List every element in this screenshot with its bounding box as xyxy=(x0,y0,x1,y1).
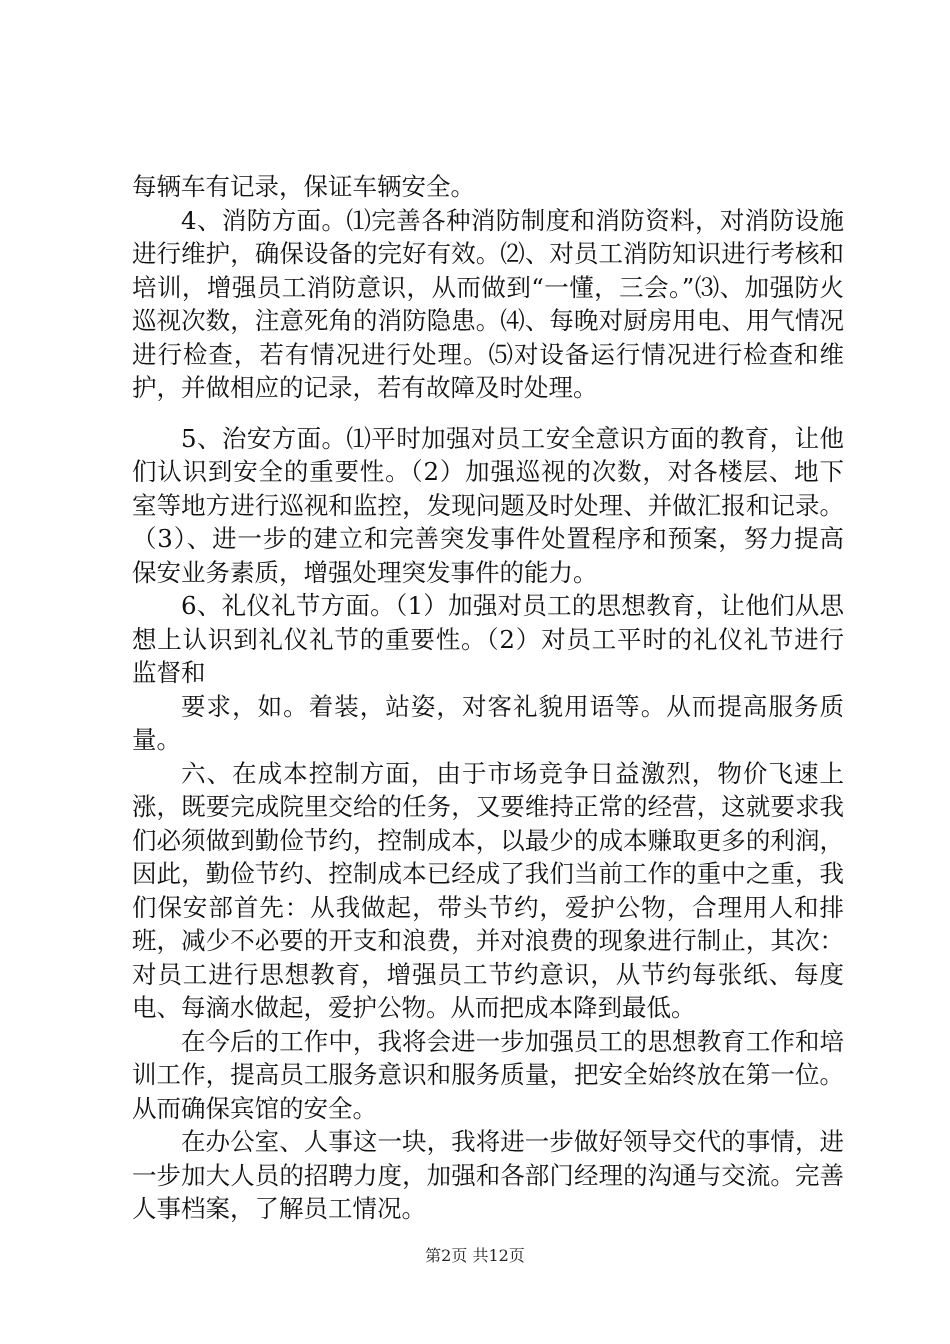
paragraph-public-security: 5、治安方面。⑴平时加强对员工安全意识方面的教育，让他们认识到安全的重要性。（2）加强巡视的次数，对各楼层、地下室等地方进行巡视和监控，发现问题及时处理、并做汇报和记录。（3）、进一步的建立和完善突发事件处置程序和预案，努力提高保安业务素质，增强处理突发事件的能力。 xyxy=(132,423,844,587)
paragraph-etiquette-continued: 要求，如。着装，站姿，对客礼貌用语等。从而提高服务质量。 xyxy=(132,691,844,754)
paragraph-office-hr: 在办公室、人事这一块，我将进一步做好领导交代的事情，进一步加大人员的招聘力度，加强和各部门经理的沟通与交流。完善人事档案，了解员工情况。 xyxy=(132,1127,844,1223)
paragraph-fire-safety: 4、消防方面。⑴完善各种消防制度和消防资料，对消防设施进行维护，确保设备的完好有效。⑵、对员工消防知识进行考核和培训，增强员工消防意识，从而做到“一懂，三会。”⑶、加强防火巡视次数，注意死角的消防隐患。⑷、每晚对厨房用电、用气情况进行检查，若有情况进行处理。⑸对设备运行情况进行检查和维护，并做相应的记录，若有故障及时处理。 xyxy=(132,205,844,402)
paragraph-vehicle-safety: 每辆车有记录，保证车辆安全。 xyxy=(132,172,475,201)
paragraph-cost-control: 六、在成本控制方面，由于市场竞争日益激烈，物价飞速上涨，既要完成院里交给的任务，又要维持正常的经营，这就要求我们必须做到勤俭节约，控制成本，以最少的成本赚取更多的利润，因此，勤俭节约、控制成本已经成了我们当前工作的重中之重，我们保安部首先：从我做起，带头节约，爱护公物，合理用人和排班，减少不必要的开支和浪费，并对浪费的现象进行制止，其次：对员工进行思想教育，增强员工节约意识，从节约每张纸、每度电、每滴水做起，爱护公物。从而把成本降到最低。 xyxy=(132,758,844,1022)
paragraph-gap xyxy=(132,405,844,422)
paragraph-future-work: 在今后的工作中，我将会进一步加强员工的思想教育工作和培训工作，提高员工服务意识和服务质量，把安全始终放在第一位。从而确保宾馆的安全。 xyxy=(132,1026,844,1123)
paragraph-etiquette: 6、礼仪礼节方面。（1）加强对员工的思想教育，让他们从思想上认识到礼仪礼节的重要性。（2）对员工平时的礼仪礼节进行监督和 xyxy=(132,591,844,687)
document-body xyxy=(132,170,844,1226)
page-number-footer: 第2页 共12页 xyxy=(425,1246,525,1265)
